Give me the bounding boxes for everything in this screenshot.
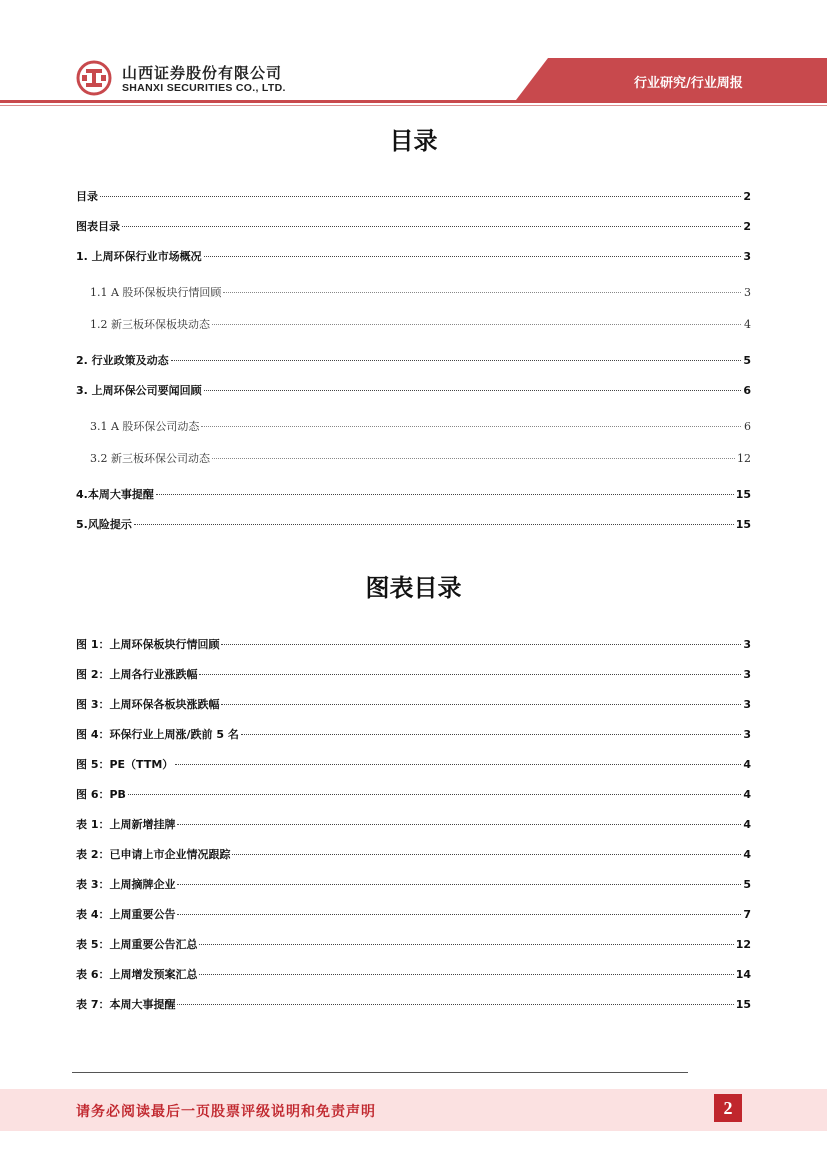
dot-leader bbox=[232, 844, 741, 855]
dot-leader bbox=[201, 416, 741, 427]
toc-item-page: 3 bbox=[743, 250, 751, 263]
toc-item-page: 15 bbox=[735, 488, 751, 501]
toc-item[interactable] bbox=[76, 352, 751, 368]
toc-item[interactable] bbox=[76, 486, 751, 502]
toc-item[interactable] bbox=[76, 248, 751, 264]
toc-item[interactable] bbox=[76, 418, 751, 434]
dot-leader bbox=[204, 246, 741, 257]
toc-item-page: 2 bbox=[743, 190, 751, 203]
dot-leader bbox=[221, 694, 741, 705]
toc-item[interactable] bbox=[76, 450, 751, 466]
toc-title: 目录 bbox=[389, 127, 438, 155]
toc-item-label: 2. 行业政策及动态 bbox=[76, 354, 169, 367]
figure-item-page: 3 bbox=[743, 728, 751, 741]
page-number: 2 bbox=[714, 1094, 742, 1122]
figure-item[interactable] bbox=[76, 696, 751, 712]
figure-item-page: 3 bbox=[743, 698, 751, 711]
figure-item-page: 4 bbox=[743, 818, 751, 831]
figure-item-page: 5 bbox=[743, 878, 751, 891]
toc-item[interactable] bbox=[76, 516, 751, 532]
dot-leader bbox=[128, 784, 741, 795]
figure-item-page: 7 bbox=[743, 908, 751, 921]
company-logo-icon bbox=[76, 60, 112, 96]
figure-item-page: 3 bbox=[743, 668, 751, 681]
figure-item-page: 14 bbox=[735, 968, 751, 981]
footer-disclaimer: 请务必阅读最后一页股票评级说明和免责声明 bbox=[76, 1104, 376, 1120]
figure-item-page: 15 bbox=[735, 998, 751, 1011]
figure-item-page: 4 bbox=[743, 848, 751, 861]
figure-item-label: 表 5：上周重要公告汇总 bbox=[76, 938, 198, 951]
figure-item-page: 4 bbox=[743, 788, 751, 801]
dot-leader bbox=[175, 754, 741, 765]
dot-leader bbox=[212, 448, 735, 459]
figure-item-page: 12 bbox=[735, 938, 751, 951]
dot-leader bbox=[212, 314, 741, 325]
toc-item[interactable] bbox=[76, 284, 751, 300]
toc-item-page: 6 bbox=[743, 384, 751, 397]
figure-item[interactable] bbox=[76, 786, 751, 802]
company-name-en: SHANXI SECURITIES CO., LTD. bbox=[122, 82, 286, 94]
toc-item-label: 图表目录 bbox=[76, 220, 120, 233]
dot-leader bbox=[199, 964, 733, 975]
figure-item-label: 表 2：已申请上市企业情况跟踪 bbox=[76, 848, 231, 861]
dot-leader bbox=[241, 724, 741, 735]
dot-leader bbox=[199, 664, 741, 675]
toc-item-page: 4 bbox=[744, 318, 751, 331]
toc-item[interactable] bbox=[76, 316, 751, 332]
figure-item-label: 图 3：上周环保各板块涨跌幅 bbox=[76, 698, 220, 711]
figure-item[interactable] bbox=[76, 846, 751, 862]
toc-item-label: 5.风险提示 bbox=[76, 518, 132, 531]
figure-item-page: 3 bbox=[743, 638, 751, 651]
figure-item-label: 图 1：上周环保板块行情回顾 bbox=[76, 638, 220, 651]
figures-title: 图表目录 bbox=[365, 574, 462, 602]
figure-item-label: 表 7：本周大事提醒 bbox=[76, 998, 176, 1011]
figure-item[interactable] bbox=[76, 816, 751, 832]
figure-item-label: 表 1：上周新增挂牌 bbox=[76, 818, 176, 831]
dot-leader bbox=[156, 484, 734, 495]
dot-leader bbox=[171, 350, 741, 361]
dot-leader bbox=[204, 380, 741, 391]
toc-item[interactable] bbox=[76, 218, 751, 234]
figure-item-page: 4 bbox=[743, 758, 751, 771]
figure-item-label: 图 6：PB bbox=[76, 788, 126, 801]
dot-leader bbox=[177, 904, 741, 915]
dot-leader bbox=[177, 874, 741, 885]
figure-item[interactable] bbox=[76, 906, 751, 922]
toc-item-page: 12 bbox=[737, 452, 751, 465]
dot-leader bbox=[221, 634, 741, 645]
toc-item-label: 1. 上周环保行业市场概况 bbox=[76, 250, 202, 263]
toc-item-page: 15 bbox=[735, 518, 751, 531]
figure-item-label: 图 5：PE（TTM） bbox=[76, 758, 174, 771]
dot-leader bbox=[134, 514, 734, 525]
toc-item-label: 4.本周大事提醒 bbox=[76, 488, 154, 501]
toc-item-label: 1.1 A 股环保板块行情回顾 bbox=[90, 286, 222, 299]
dot-leader bbox=[177, 994, 733, 1005]
dot-leader bbox=[122, 216, 741, 227]
figure-item[interactable] bbox=[76, 666, 751, 682]
toc-item-label: 3. 上周环保公司要闻回顾 bbox=[76, 384, 202, 397]
figure-item[interactable] bbox=[76, 996, 751, 1012]
report-type: 行业研究/行业周报 bbox=[634, 76, 743, 91]
figure-item-label: 图 4：环保行业上周涨/跌前 5 名 bbox=[76, 728, 239, 741]
figure-item-label: 表 4：上周重要公告 bbox=[76, 908, 176, 921]
dot-leader bbox=[100, 186, 741, 197]
dot-leader bbox=[177, 814, 741, 825]
toc-item-page: 5 bbox=[743, 354, 751, 367]
toc-item[interactable] bbox=[76, 188, 751, 204]
figure-item[interactable] bbox=[76, 756, 751, 772]
figure-item-label: 图 2：上周各行业涨跌幅 bbox=[76, 668, 198, 681]
page-header bbox=[0, 0, 827, 110]
figure-item[interactable] bbox=[76, 936, 751, 952]
toc-item-page: 6 bbox=[744, 420, 751, 433]
figure-item[interactable] bbox=[76, 636, 751, 652]
footer-divider bbox=[72, 1072, 688, 1073]
figure-item-label: 表 3：上周摘牌企业 bbox=[76, 878, 176, 891]
toc-item-page: 3 bbox=[744, 286, 751, 299]
toc-item-label: 目录 bbox=[76, 190, 98, 203]
figure-item[interactable] bbox=[76, 726, 751, 742]
toc-item[interactable] bbox=[76, 382, 751, 398]
toc-item-label: 1.2 新三板环保板块动态 bbox=[90, 318, 210, 331]
company-name-cn: 山西证券股份有限公司 bbox=[122, 64, 283, 82]
dot-leader bbox=[223, 282, 741, 293]
figure-item[interactable] bbox=[76, 966, 751, 982]
figure-item[interactable] bbox=[76, 876, 751, 892]
toc-item-page: 2 bbox=[743, 220, 751, 233]
toc-item-label: 3.1 A 股环保公司动态 bbox=[90, 420, 200, 433]
dot-leader bbox=[199, 934, 733, 945]
toc-item-label: 3.2 新三板环保公司动态 bbox=[90, 452, 210, 465]
figure-item-label: 表 6：上周增发预案汇总 bbox=[76, 968, 198, 981]
